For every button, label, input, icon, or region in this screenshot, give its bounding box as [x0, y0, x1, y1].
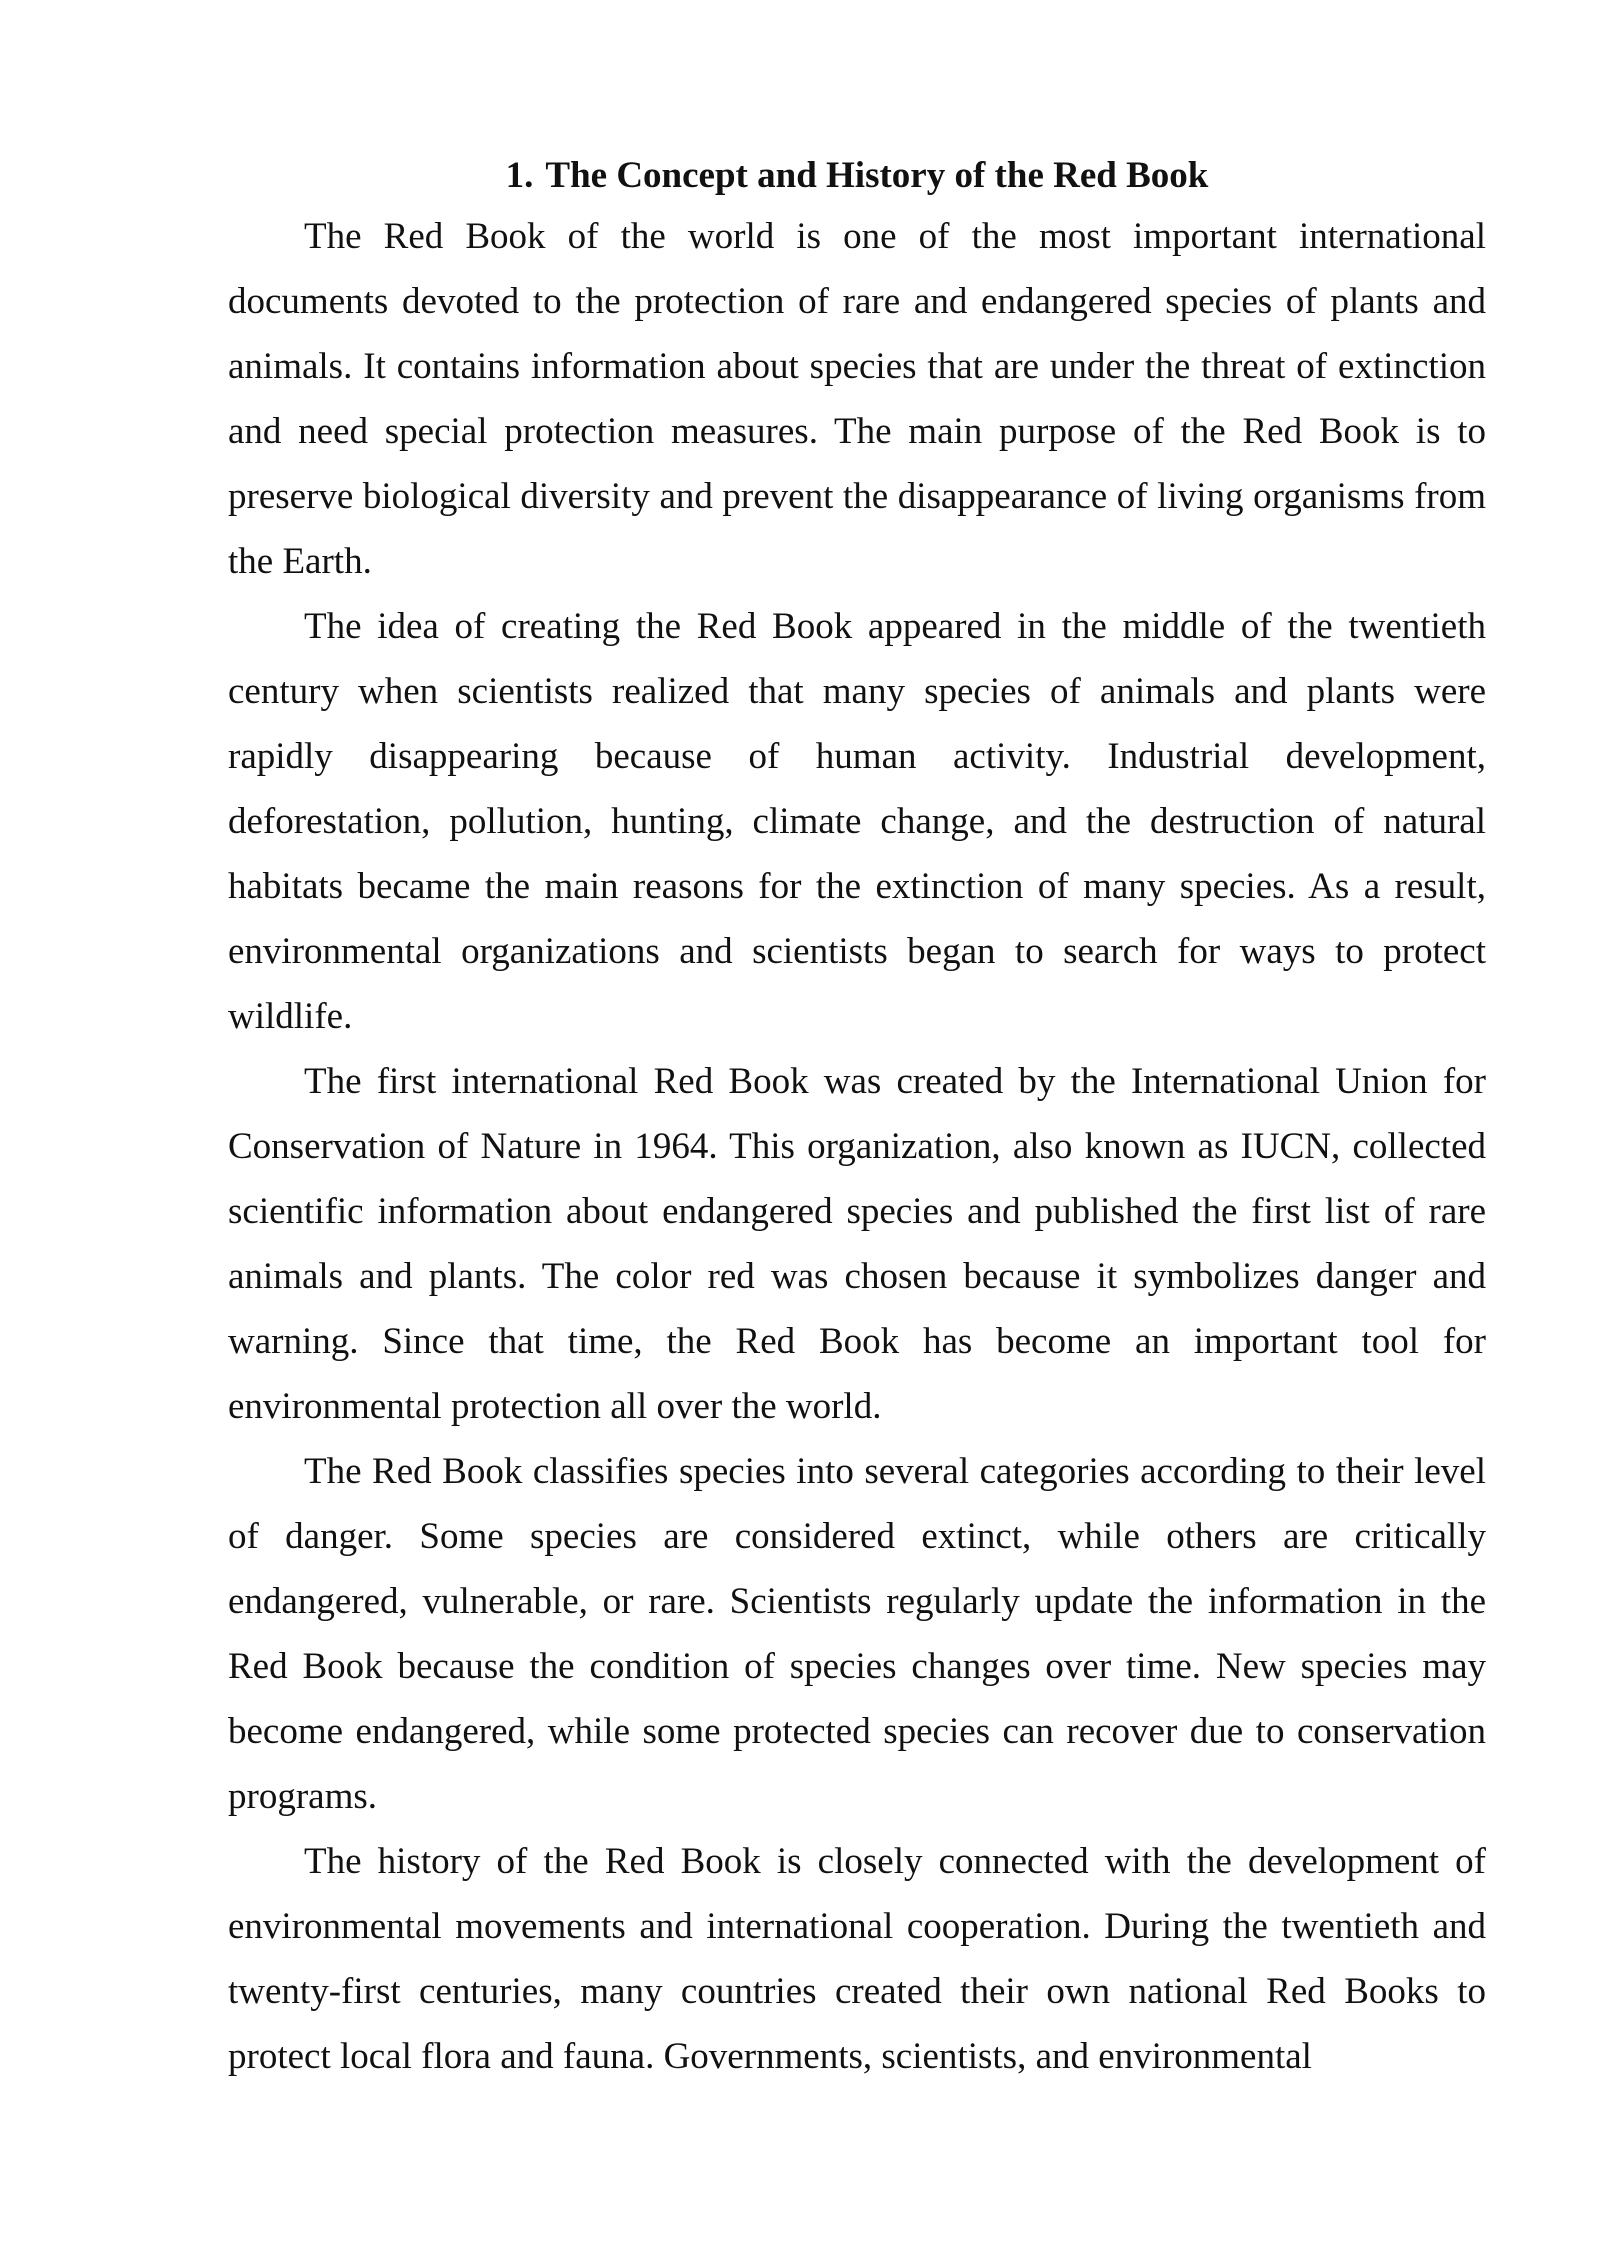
document-page — [228, 148, 1486, 2089]
paragraph-3: The first international Red Book was created by the International Union for Conservation of Nature in 1964. This organization, also known as IUCN, collected scientific information about endangered species and published the first list of rare animals and plants. The color red was chosen because it symbolizes danger and warning. Since that time, the Red Book has become an important tool for environmental protection all over the world. — [228, 1061, 1486, 1427]
section-heading — [228, 148, 1486, 204]
paragraph-1: The Red Book of the world is one of the most important international documents devoted to the protection of rare and endangered species of plants and animals. It contains information about species that are under the threat of extinction and need special protection measures. The main purpose of the Red Book is to preserve biological diversity and prevent the disappearance of living organisms from the Earth. — [228, 216, 1486, 582]
section-number: 1. — [505, 155, 534, 196]
paragraph-2: The idea of creating the Red Book appeared in the middle of the twentieth century when scientists realized that many species of animals and plants were rapidly disappearing because of human activity. Industrial development, deforestation, pollution, hunting, climate change, and the destruction of natural habitats became the main reasons for the extinction of many species. As a result, environmental organizations and scientists began to search for ways to protect wildlife. — [228, 606, 1486, 1037]
section-title: The Concept and History of the Red Book — [545, 155, 1209, 196]
paragraph-4: The Red Book classifies species into several categories according to their level of danger. Some species are considered extinct, while others are critically endangered, vulnerable, or rare. Scientists regularly update the information in the Red Book because the condition of species changes over time. New species may become endangered, while some protected species can recover due to conservation programs. — [228, 1451, 1486, 1817]
paragraph-5: The history of the Red Book is closely connected with the development of environmental movements and international cooperation. During the twentieth and twenty-first centuries, many countries created their own national Red Books to protect local flora and fauna. Governments, scientists, and environmental — [228, 1841, 1486, 2077]
